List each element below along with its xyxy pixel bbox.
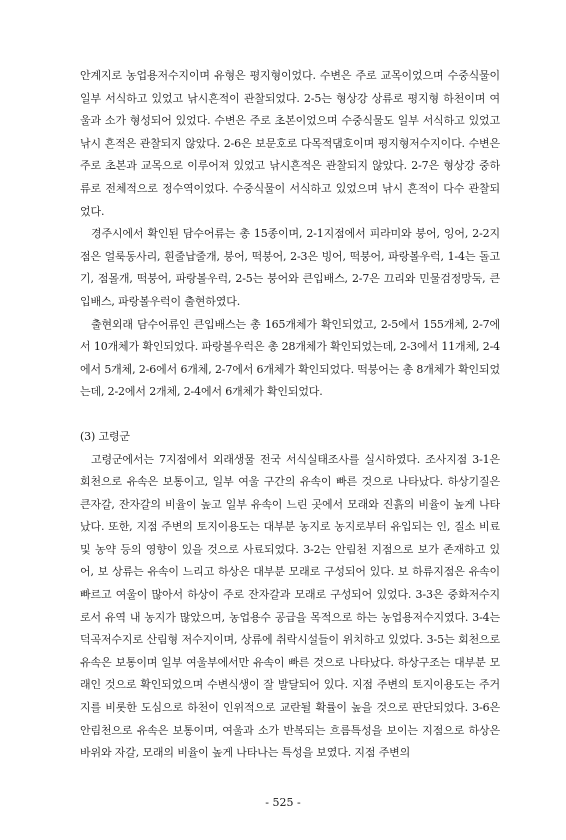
page-number: - 525 - [265, 796, 301, 809]
page-body [80, 65, 500, 765]
paragraph-gyeongju-sites: 안계지로 농업용저수지이며 유형은 평지형이었다. 수변은 주로 교목이었으며 수중식물이 일부 서식하고 있었고 낚시흔적이 관찰되었다. 2-5는 형상강 상류로 평지형 하천이며 여울과 소가 형성되어 있었다. 수변은 주로 초본이었으며 수중식물도 일부 서식하고 있었고 낚시 흔적은 관찰되지 않았다. 2-6은 보문호로 다목적댐호이며 평지형저수지이다. 수변은 주로 초본과 교목으로 이루어져 있었고 낚시흔적은 관찰되지 않았다. 2-7은 형상강 중하류로 전체적으로 정수역이었다. 수중식물이 서식하고 있었으며 낚시 흔적이 다수 관찰되었다. [80, 69, 500, 218]
paragraph-gyeongju-invasive-counts: 출현외래 담수어류인 큰입배스는 총 165개체가 확인되었고, 2-5에서 155개체, 2-7에서 10개체가 확인되었다. 파랑볼우럭은 총 28개체가 확인되었는데, 2-3에서 11개체, 2-4에서 5개체, 2-6에서 6개체, 2-7에서 6개체가 확인되었다. 떡붕어는 총 8개체가 확인되었는데, 2-2에서 2개체, 2-4에서 6개체가 확인되었다. [80, 317, 500, 399]
paragraph-goryeong-sites: 고령군에서는 7지점에서 외래생물 전국 서식실태조사를 실시하였다. 조사지점 3-1은 회천으로 유속은 보통이고, 일부 여울 구간의 유속이 빠른 것으로 나타났다. 하상기질은 큰자갈, 잔자갈의 비율이 높고 일부 유속이 느린 곳에서 모래와 진흙의 비율이 높게 나타났다. 또한, 지점 주변의 토지이용도는 대부분 농지로 농지로부터 유입되는 인, 질소 비료 및 농약 등의 영향이 있을 것으로 사료되었다. 3-2는 안림천 지점으로 보가 존재하고 있어, 보 상류는 유속이 느리고 하상은 대부분 모래로 구성되어 있다. 보 하류지점은 유속이 빠르고 여울이 많아서 하상이 주로 잔자갈과 모래로 구성되어 있었다. 3-3은 중화저수지로서 유역 내 농지가 많았으며, 농업용수 공급을 목적으로 하는 농업용저수지였다. 3-4는 덕곡저수지로 산림형 저수지이며, 상류에 취락시설들이 위치하고 있었다. 3-5는 회천으로 유속은 보통이며 일부 여울부에서만 유속이 빠른 것으로 나타났다. 하상구조는 대부분 모래인 것으로 확인되었으며 수변식생이 잘 발달되어 있다. 지점 주변의 토지이용도는 주거지를 비롯한 도심으로 하천이 인위적으로 교란될 확률이 높을 것으로 판단되었다. 3-6은 안림천으로 유속은 보통이며, 여울과 소가 반복되는 흐름특성을 보이는 지점으로 하상은 바위와 자갈, 모래의 비율이 높게 나타나는 특성을 보였다. 지점 주변의 [80, 452, 500, 760]
paragraph-gyeongju-species: 경주시에서 확인된 담수어류는 총 15종이며, 2-1지점에서 피라미와 붕어, 잉어, 2-2지점은 얼룩동사리, 흰줄납줄개, 붕어, 떡붕어, 2-3은 빙어, 떡붕어, 파랑볼우럭, 1-4는 돌고기, 점몰개, 떡붕어, 파랑볼우럭, 2-5는 붕어와 큰입배스, 2-7은 끄리와 민물검정망둑, 큰입배스, 파랑볼우럭이 출현하였다. [80, 227, 500, 308]
section-heading-goryeong: (3) 고령군 [80, 429, 130, 443]
